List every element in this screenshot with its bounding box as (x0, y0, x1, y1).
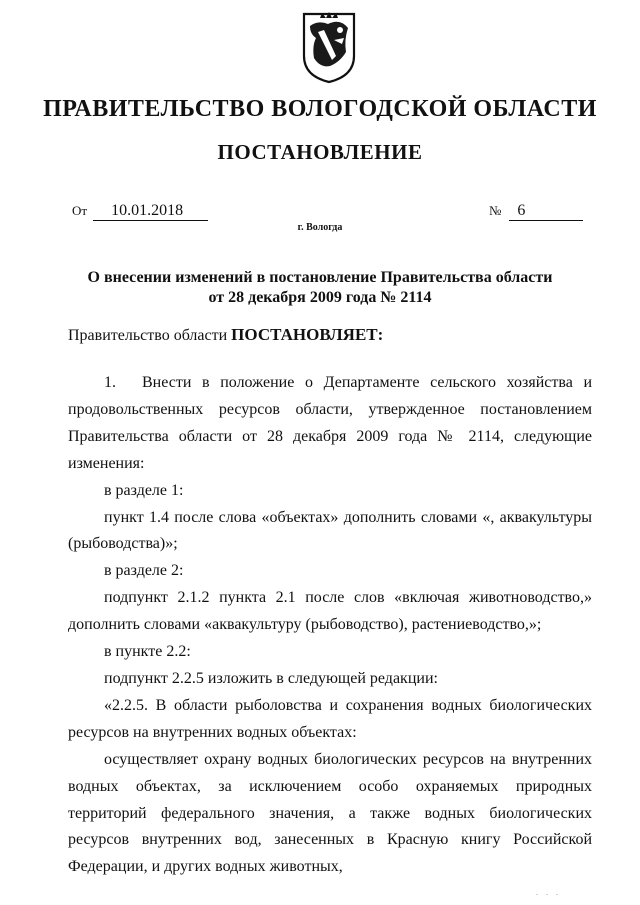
document-subject (0, 268, 640, 308)
preamble-bold: ПОСТАНОВЛЯЕТ: (231, 325, 384, 344)
subject-line-1: О внесении изменений в постановление Правительства области (87, 269, 553, 286)
document-body (68, 370, 592, 881)
paragraph-number: 1. (104, 374, 116, 391)
number-prefix: № (489, 203, 502, 218)
preamble-text: Правительство области (68, 327, 232, 344)
subject-line-2: от 28 декабря 2009 года № 2114 (208, 289, 432, 306)
date-value: 10.01.2018 (93, 202, 208, 221)
date-prefix: От (72, 203, 88, 218)
number-field (489, 202, 583, 221)
date-field (72, 202, 208, 221)
paragraph-8: «2.2.5. В области рыболовства и сохранения водных биологических ресурсов на внутренних водных объектах: (68, 696, 592, 741)
number-value: 6 (509, 202, 583, 221)
preamble (68, 325, 383, 345)
coat-of-arms-icon (300, 10, 358, 84)
paragraph-4: в разделе 2: (104, 562, 184, 580)
paragraph-6: в пункте 2.2: (104, 643, 191, 661)
scan-mark: . . . (536, 888, 561, 897)
city-label: г. Вологда (297, 222, 343, 233)
paragraph-1 (68, 370, 592, 478)
paragraph-7: подпункт 2.2.5 изложить в следующей редакции: (104, 669, 438, 687)
document-type: ПОСТАНОВЛЕНИЕ (217, 140, 423, 164)
paragraph-2: в разделе 1: (104, 481, 184, 499)
paragraph-3: пункт 1.4 после слова «объектах» дополнить словами «, аквакультуры (рыбоводства)»; (68, 508, 592, 553)
government-title: ПРАВИТЕЛЬСТВО ВОЛОГОДСКОЙ ОБЛАСТИ (43, 96, 597, 122)
paragraph-9: осуществляет охрану водных биологических ресурсов на внутренних водных объектах, за исключением особо охраняемых природных территорий федерального значения, а также водных биологических ресурсов внутренних вод, занесенных в Красную книгу Российской Федерации, и других водных животных, (68, 750, 592, 876)
paragraph-5: подпункт 2.1.2 пункта 2.1 после слов «включая животноводство,» дополнить словами «аквакультуру (рыбоводство), растениеводство,»; (68, 589, 592, 634)
paragraph-1-text: Внести в положение о Департаменте сельского хозяйства и продовольственных ресурсов области, утвержденное постановлением Правительства области от 28 декабря 2009 года № 2114, следующие изменения: (68, 374, 592, 472)
